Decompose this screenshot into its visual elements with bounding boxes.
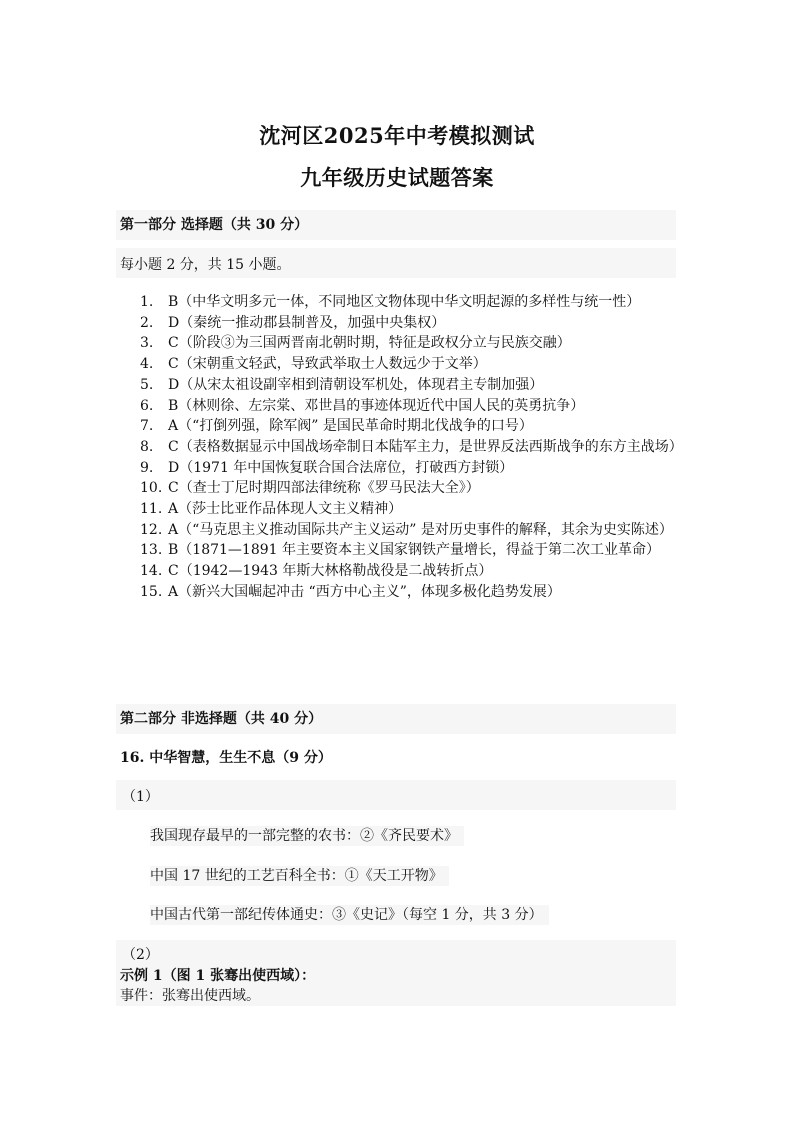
answer-text: C（查士丁尼时期四部法律统称《罗马民法大全》） — [168, 480, 480, 497]
answer-number: 13. — [140, 542, 163, 559]
answer-number: 10. — [140, 480, 163, 497]
answer-item — [140, 458, 680, 479]
answer-item — [140, 333, 680, 354]
answer-item — [140, 561, 680, 582]
answer-number: 1. — [140, 294, 154, 310]
sub1-answer-3: 中国古代第一部纪传体通史：③《史记》（每空 1 分，共 3 分） — [150, 905, 549, 925]
answer-text: D（从宋太祖设副宰相到清朝设军机处，体现君主专制加强） — [168, 376, 544, 393]
answer-text: A（新兴大国崛起冲击 “西方中心主义”，体现多极化趋势发展） — [168, 583, 561, 600]
answer-number: 3. — [140, 335, 154, 352]
answer-item — [140, 540, 680, 561]
answer-item — [140, 313, 680, 334]
answer-number: 14. — [140, 563, 163, 580]
sub1-answer-1: 我国现存最早的一部完整的农书：②《齐民要术》 — [150, 826, 464, 846]
answer-text: B（林则徐、左宗棠、邓世昌的事迹体现近代中国人民的英勇抗争） — [168, 397, 585, 414]
answer-number: 5. — [140, 376, 154, 393]
answer-item — [140, 396, 680, 417]
document-title: 沈河区2025年中考模拟测试 — [259, 123, 535, 148]
sub1-label: （1） — [122, 789, 159, 805]
answer-text: C（表格数据显示中国战场牵制日本陆军主力，是世界反法西斯战争的东方主战场） — [168, 438, 683, 455]
answer-number: 6. — [140, 397, 154, 414]
document-subtitle: 九年级历史试题答案 — [300, 165, 494, 190]
answer-item — [140, 520, 680, 541]
q16-heading: 16. 中华智慧，生生不息（9 分） — [120, 750, 332, 766]
answer-number: 12. — [140, 521, 163, 538]
answer-item — [140, 354, 680, 375]
answer-text: B（1871—1891 年主要资本主义国家钢铁产量增长，得益于第二次工业革命） — [168, 542, 660, 559]
answer-number: 4. — [140, 356, 154, 373]
answer-text: A（莎士比亚作品体现人文主义精神） — [168, 501, 403, 518]
sub2-label: （2） — [122, 947, 159, 963]
example-heading: 示例 1（图 1 张骞出使西域）： — [120, 968, 316, 984]
answer-item — [140, 582, 680, 603]
answer-text: A（“马克思主义推动国际共产主义运动” 是对历史事件的解释，其余为史实陈述） — [168, 521, 673, 538]
answer-number: 2. — [140, 314, 154, 331]
choice-answer-list — [140, 292, 683, 603]
answer-item — [140, 499, 680, 520]
answer-text: C（宋朝重文轻武，导致武举取士人数远少于文举） — [168, 356, 487, 373]
answer-number: 8. — [140, 438, 154, 455]
sub1-band — [116, 780, 676, 810]
event-line: 事件：张骞出使西域。 — [120, 988, 260, 1004]
answer-item — [140, 416, 680, 437]
answer-item — [140, 478, 680, 499]
part1-note: 每小题 2 分，共 15 小题。 — [120, 257, 291, 273]
answer-text: B（中华文明多元一体，不同地区文物体现中华文明起源的多样性与统一性） — [168, 294, 641, 310]
part2-heading: 第二部分 非选择题（共 40 分） — [120, 711, 323, 727]
answer-text: C（阶段③为三国两晋南北朝时期，特征是政权分立与民族交融） — [168, 335, 571, 352]
answer-item — [140, 375, 680, 396]
answer-number: 15. — [140, 583, 163, 600]
sub1-answer-2: 中国 17 世纪的工艺百科全书：①《天工开物》 — [150, 866, 449, 886]
answer-text: A（“打倒列强，除军阀” 是国民革命时期北伐战争的口号） — [168, 418, 533, 435]
answer-text: D（秦统一推动郡县制普及，加强中央集权） — [168, 314, 446, 331]
answer-text: C（1942—1943 年斯大林格勒战役是二战转折点） — [168, 563, 493, 580]
answer-number: 9. — [140, 459, 154, 476]
answer-item — [140, 292, 680, 313]
answer-number: 7. — [140, 418, 154, 435]
answer-number: 11. — [140, 501, 163, 518]
answer-text: D（1971 年中国恢复联合国合法席位，打破西方封锁） — [168, 459, 514, 476]
part1-heading: 第一部分 选择题（共 30 分） — [120, 217, 309, 233]
answer-item — [140, 437, 683, 458]
